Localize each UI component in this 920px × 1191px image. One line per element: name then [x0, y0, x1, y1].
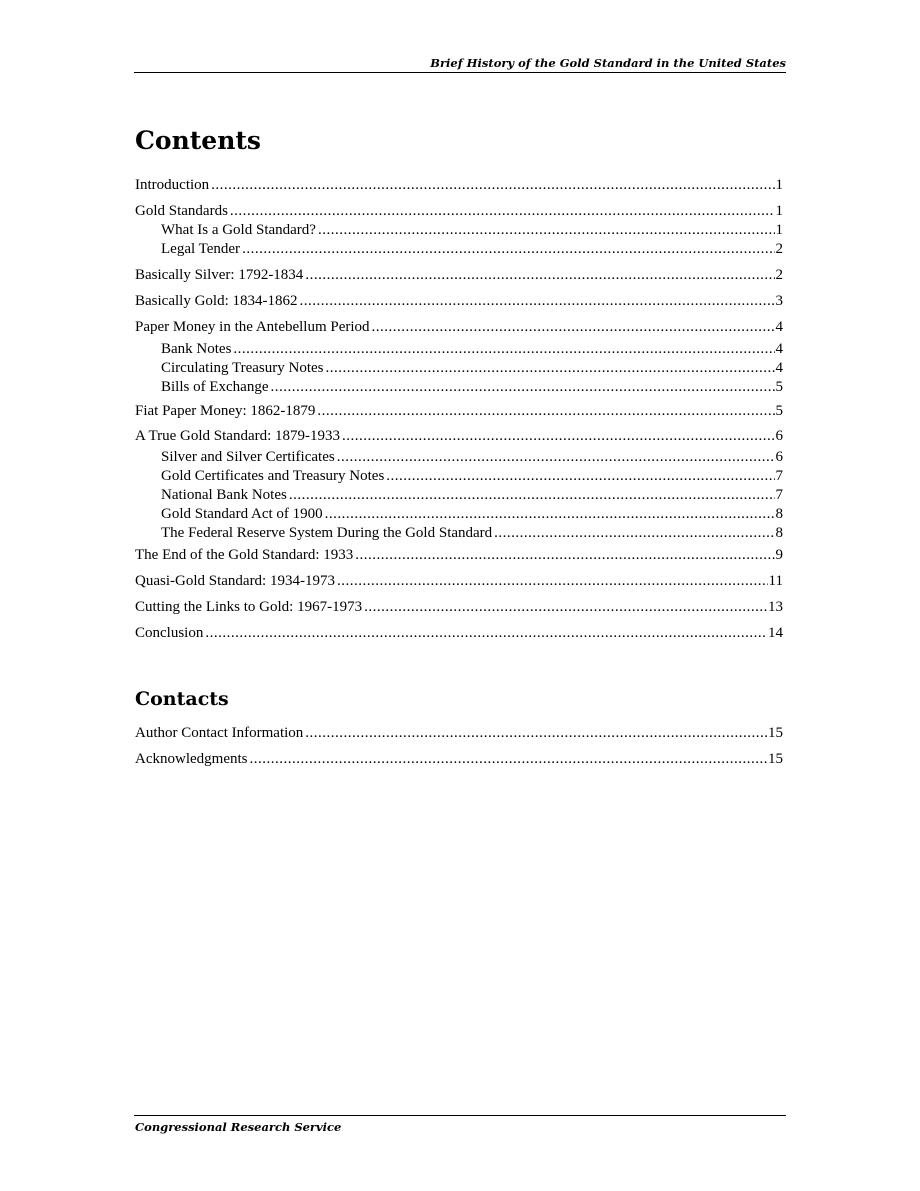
toc-dot-leader — [211, 176, 774, 195]
toc-entry-page: 3 — [775, 293, 783, 309]
toc-entry-title: Bank Notes — [161, 341, 232, 357]
toc-entry[interactable] — [135, 750, 783, 769]
toc-entry-page: 2 — [775, 241, 783, 257]
contents-heading: Contents — [135, 126, 262, 155]
toc-entry-title: Conclusion — [135, 625, 204, 641]
toc-entry[interactable] — [161, 240, 783, 259]
toc-entry[interactable] — [135, 624, 783, 643]
toc-entry-page: 15 — [768, 751, 783, 767]
toc-entry-title: The End of the Gold Standard: 1933 — [135, 547, 354, 563]
toc-entry-title: Basically Silver: 1792-1834 — [135, 267, 304, 283]
toc-dot-leader — [494, 524, 774, 543]
toc-entry[interactable] — [161, 221, 783, 240]
toc-dot-leader — [337, 572, 768, 591]
toc-entry[interactable] — [161, 378, 783, 397]
toc-entry-page: 1 — [775, 203, 783, 219]
toc-entry[interactable] — [161, 448, 783, 467]
toc-entry-title: Gold Standard Act of 1900 — [161, 506, 323, 522]
toc-entry-title: National Bank Notes — [161, 487, 287, 503]
toc-entry-title: Silver and Silver Certificates — [161, 449, 335, 465]
toc-entry[interactable] — [135, 266, 783, 285]
toc-entry-page: 14 — [768, 625, 783, 641]
running-header-title: Brief History of the Gold Standard in the United States — [430, 56, 786, 70]
toc-entry-page: 8 — [775, 506, 783, 522]
toc-entry-title: Cutting the Links to Gold: 1967-1973 — [135, 599, 363, 615]
toc-entry-page: 8 — [775, 525, 783, 541]
contacts-heading: Contacts — [135, 688, 229, 710]
running-header — [134, 56, 786, 73]
toc-entry[interactable] — [161, 486, 783, 505]
toc-entry-title: What Is a Gold Standard? — [161, 222, 316, 238]
toc-entry-page: 1 — [775, 222, 783, 238]
toc-entry-page: 13 — [768, 599, 783, 615]
toc-dot-leader — [326, 359, 775, 378]
toc-entry[interactable] — [161, 359, 783, 378]
toc-entry-title: Author Contact Information — [135, 725, 304, 741]
toc-dot-leader — [364, 598, 767, 617]
toc-dot-leader — [270, 378, 774, 397]
toc-entry-title: Introduction — [135, 177, 210, 193]
toc-dot-leader — [325, 505, 775, 524]
toc-dot-leader — [386, 467, 774, 486]
toc-entry[interactable] — [135, 546, 783, 565]
toc-entry-title: Gold Certificates and Treasury Notes — [161, 468, 385, 484]
toc-entry-page: 1 — [775, 177, 783, 193]
toc-entry[interactable] — [135, 176, 783, 195]
toc-entry-title: Legal Tender — [161, 241, 241, 257]
toc-entry[interactable] — [135, 572, 783, 591]
toc-dot-leader — [305, 266, 774, 285]
toc-dot-leader — [233, 340, 774, 359]
toc-entry-page: 7 — [775, 468, 783, 484]
toc-entry-title: A True Gold Standard: 1879-1933 — [135, 428, 341, 444]
toc-dot-leader — [205, 624, 767, 643]
toc-entry-page: 4 — [775, 360, 783, 376]
toc-entry[interactable] — [135, 202, 783, 221]
toc-entry-title: Basically Gold: 1834-1862 — [135, 293, 298, 309]
toc-dot-leader — [230, 202, 775, 221]
toc-entry-page: 4 — [775, 319, 783, 335]
toc-dot-leader — [242, 240, 774, 259]
toc-entry-page: 6 — [775, 449, 783, 465]
toc-dot-leader — [355, 546, 774, 565]
toc-entry-page: 7 — [775, 487, 783, 503]
toc-entry-page: 11 — [768, 573, 783, 589]
toc-entry-page: 15 — [768, 725, 783, 741]
toc-entry-title: Quasi-Gold Standard: 1934-1973 — [135, 573, 335, 589]
toc-entry-page: 2 — [775, 267, 783, 283]
toc-entry[interactable] — [161, 524, 783, 543]
toc-entry-title: Acknowledgments — [135, 751, 248, 767]
running-footer-text: Congressional Research Service — [135, 1120, 342, 1134]
toc-entry-title: Fiat Paper Money: 1862-1879 — [135, 403, 316, 419]
toc-dot-leader — [318, 221, 775, 240]
toc-entry[interactable] — [161, 340, 783, 359]
toc-dot-leader — [317, 402, 774, 421]
toc-dot-leader — [289, 486, 775, 505]
toc-entry[interactable] — [161, 505, 783, 524]
toc-entry[interactable] — [135, 292, 783, 311]
toc-entry-title: Paper Money in the Antebellum Period — [135, 319, 370, 335]
toc-dot-leader — [372, 318, 775, 337]
toc-entry-page: 9 — [775, 547, 783, 563]
toc-entry-title: The Federal Reserve System During the Gold Standard — [161, 525, 493, 541]
toc-entry[interactable] — [135, 318, 783, 337]
toc-entry-title: Circulating Treasury Notes — [161, 360, 324, 376]
toc-entry-page: 6 — [775, 428, 783, 444]
running-footer — [134, 1115, 786, 1134]
toc-entry-title: Bills of Exchange — [161, 379, 269, 395]
toc-entry-page: 5 — [775, 403, 783, 419]
toc-entry[interactable] — [161, 467, 783, 486]
toc-dot-leader — [299, 292, 774, 311]
toc-entry-page: 4 — [775, 341, 783, 357]
toc-dot-leader — [249, 750, 767, 769]
toc-dot-leader — [342, 427, 774, 446]
toc-dot-leader — [305, 724, 767, 743]
toc-entry-page: 5 — [775, 379, 783, 395]
toc-entry-title: Gold Standards — [135, 203, 228, 219]
toc-dot-leader — [337, 448, 775, 467]
toc-entry[interactable] — [135, 598, 783, 617]
toc-entry[interactable] — [135, 427, 783, 446]
toc-entry[interactable] — [135, 402, 783, 421]
toc-entry[interactable] — [135, 724, 783, 743]
